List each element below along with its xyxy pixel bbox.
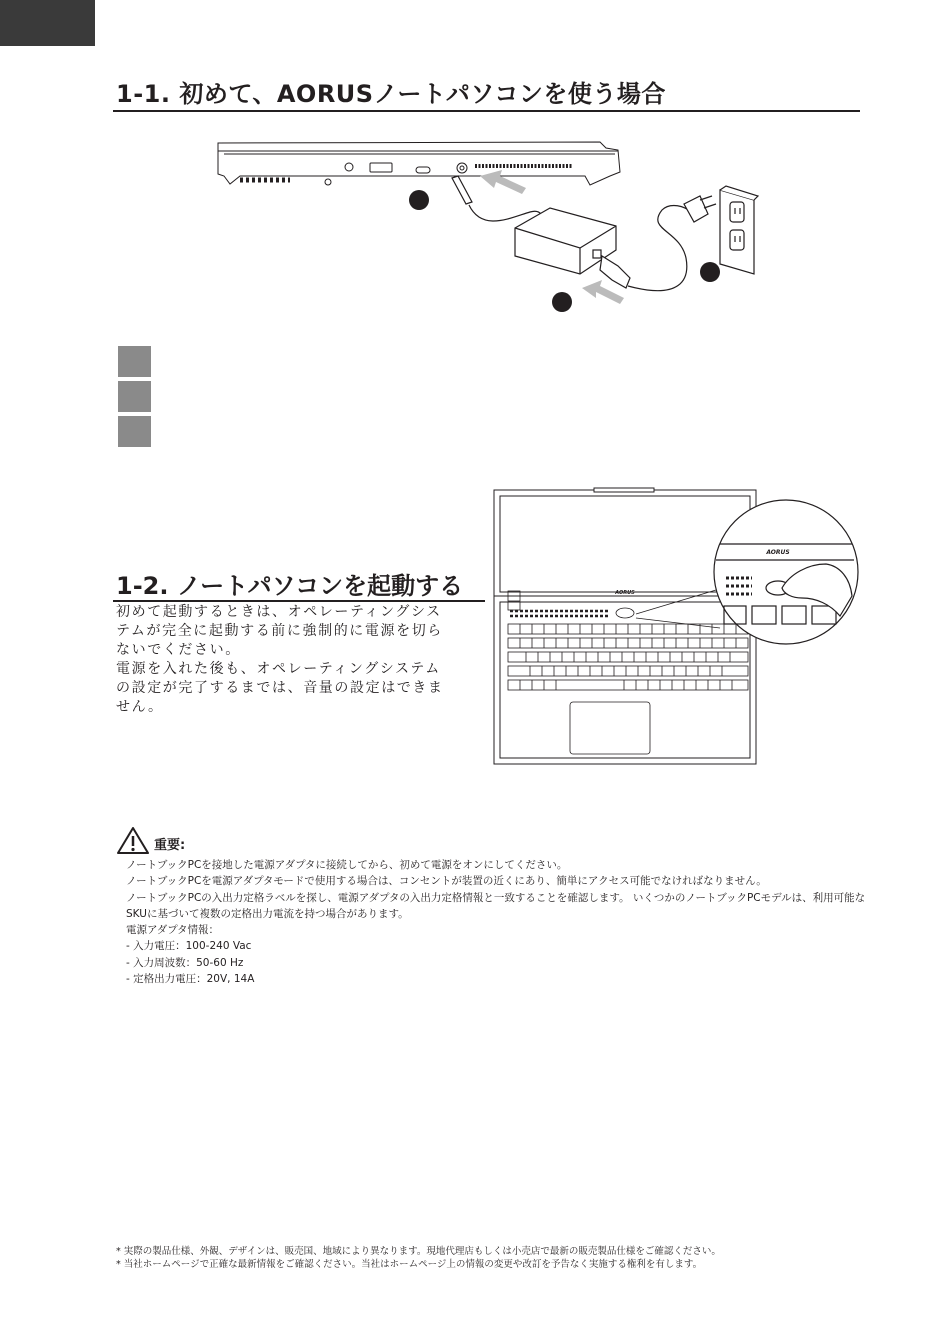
adapter-spec: - 定格出力電圧：20V, 14A — [126, 973, 255, 986]
adapter-spec: - 入力電圧：100-240 Vac — [126, 940, 252, 953]
section2-rule — [113, 600, 485, 602]
important-notes — [126, 857, 866, 987]
footer-line: * 実際の製品仕様、外観、デザインは、販売国、地域により異なります。現地代理店もしくは小売店で最新の販売製品仕様をご確認ください。 — [116, 1246, 721, 1257]
corner-tab — [0, 0, 95, 46]
section2-paragraph: 電源を入れた後も、オペレーティングシステムの設定が完了するまでは、音量の設定はできません。 — [116, 661, 444, 715]
important-line: ノートブックPCの入出力定格ラベルを探し、電源アダプタの入出力定格情報と一致することを確認します。 いくつかのノートブックPCモデルは、利用可能なSKUに基づいて複数の定格出力電流を持つ場合があります。 — [126, 891, 866, 920]
step-box-2 — [118, 381, 151, 412]
footer-line: * 当社ホームページで正確な最新情報をご確認ください。当社はホームページ上の情報の変更や改訂を予告なく実施する権利を有します。 — [116, 1259, 703, 1270]
laptop-side-view — [218, 142, 620, 185]
important-title: 重要: — [154, 838, 186, 853]
footer-notes — [116, 1245, 856, 1271]
step-marker-1 — [409, 190, 429, 210]
section1-title: 1-1. 初めて、AORUSノートパソコンを使う場合 — [116, 80, 666, 108]
section2-body — [116, 603, 456, 717]
important-line: ノートブックPCを電源アダプタモードで使用する場合は、コンセントが装置の近くにあり、簡単にアクセス可能でなければなりません。 — [126, 875, 767, 888]
important-line: 電源アダプタ情報： — [126, 924, 220, 937]
section2-title: 1-2. ノートパソコンを起動する — [116, 572, 464, 600]
laptop-top-view-diagram — [490, 486, 860, 768]
wall-outlet — [720, 186, 758, 274]
step-box-3 — [118, 416, 151, 447]
dc-plug — [452, 176, 542, 226]
step-box-1 — [118, 346, 151, 377]
zoom-logo: AORUS — [766, 549, 790, 556]
power-adapter-diagram — [210, 130, 770, 320]
section2-paragraph: 初めて起動するときは、オペレーティングシステムが完全に起動する前に強制的に電源を切らないでください。 — [116, 604, 443, 658]
step-marker-2 — [552, 292, 572, 312]
step-marker-3 — [700, 262, 720, 282]
important-line: ノートブックPCを接地した電源アダプタに接続してから、初めて電源をオンにしてください。 — [126, 859, 568, 871]
warning-icon — [116, 826, 150, 856]
adapter-spec: - 入力周波数：50-60 Hz — [126, 956, 244, 969]
keyboard-logo: AORUS — [615, 590, 635, 596]
ac-cord — [600, 196, 716, 291]
section1-rule — [113, 110, 860, 112]
